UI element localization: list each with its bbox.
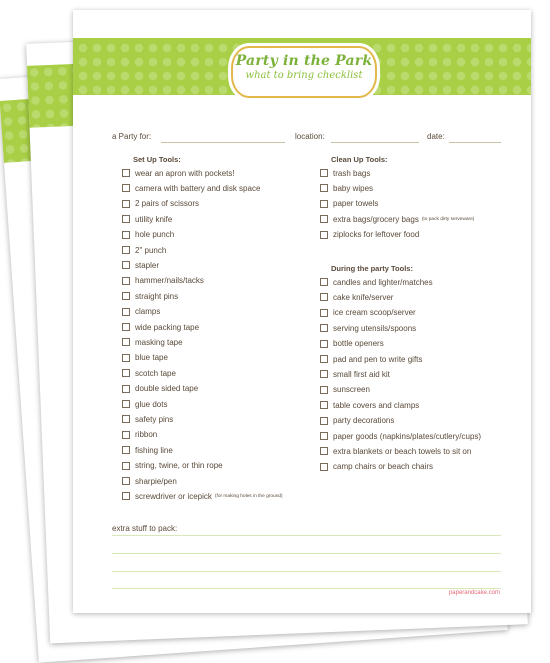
checklist-item-label: table covers and clamps — [333, 400, 420, 410]
checkbox[interactable] — [320, 447, 328, 455]
checklist-item-label: party decorations — [333, 416, 395, 426]
checklist-item-label: camp chairs or beach chairs — [333, 462, 434, 472]
checklist-page — [73, 10, 531, 613]
checklist-item-label: wide packing tape — [135, 322, 200, 332]
checklist-item-label: hammer/nails/tacks — [135, 276, 204, 286]
checklist-item — [320, 198, 378, 210]
extra-line[interactable] — [112, 588, 501, 589]
checklist-item-label: serving utensils/spoons — [333, 323, 417, 333]
checklist-item — [122, 259, 159, 271]
checklist-item — [122, 229, 174, 241]
checkbox[interactable] — [320, 324, 328, 332]
checklist-item-label: string, twine, or thin rope — [135, 461, 223, 471]
checklist-item-label: fishing line — [135, 445, 173, 455]
checkbox[interactable] — [122, 184, 130, 192]
checklist-item — [122, 475, 177, 487]
checklist-item-label: sharpie/pen — [135, 476, 177, 486]
checklist-item — [122, 367, 176, 379]
checkbox[interactable] — [122, 323, 130, 331]
cleanup-tools-header: Clean Up Tools: — [331, 155, 388, 164]
checklist-item-note: (for making holes in the ground) — [214, 493, 283, 499]
date-line[interactable] — [449, 142, 501, 143]
party-for-line[interactable] — [161, 142, 285, 143]
checklist-item-label: sunscreen — [333, 385, 370, 395]
checkbox[interactable] — [122, 477, 130, 485]
checklist-item — [122, 429, 157, 441]
checkbox[interactable] — [122, 292, 130, 300]
checkbox[interactable] — [122, 277, 130, 285]
checklist-item-label: wear an apron with pockets! — [135, 168, 235, 178]
checkbox[interactable] — [320, 293, 328, 301]
checklist-item-label: candles and lighter/matches — [333, 277, 433, 287]
checklist-item — [320, 322, 416, 334]
checklist-item — [320, 415, 394, 427]
checklist-item — [122, 306, 160, 318]
checklist-item — [122, 182, 260, 194]
checklist-item-label: 2" punch — [135, 245, 167, 255]
checkbox[interactable] — [122, 431, 130, 439]
checklist-item — [122, 444, 173, 456]
checkbox[interactable] — [320, 215, 328, 223]
checklist-item — [122, 336, 183, 348]
checkbox[interactable] — [320, 184, 328, 192]
checkbox[interactable] — [122, 169, 130, 177]
checklist-item-label: straight pins — [135, 291, 179, 301]
checklist-item — [320, 338, 384, 350]
checkbox[interactable] — [122, 338, 130, 346]
checklist-item-label: clamps — [135, 307, 161, 317]
page-subtitle: what to bring checklist — [245, 70, 363, 81]
checklist-item-label: extra bags/grocery bags — [333, 214, 419, 224]
checkbox[interactable] — [122, 308, 130, 316]
checkbox[interactable] — [122, 492, 130, 500]
checkbox[interactable] — [122, 446, 130, 454]
checklist-item-label: hole punch — [135, 230, 175, 240]
checklist-item — [122, 275, 204, 287]
checkbox[interactable] — [320, 200, 328, 208]
footer-brand: paperandcake.com — [448, 590, 500, 596]
checkbox[interactable] — [320, 169, 328, 177]
checklist-item — [122, 460, 223, 472]
checkbox[interactable] — [122, 400, 130, 408]
page-title: Party in the Park — [235, 53, 373, 69]
checkbox[interactable] — [122, 246, 130, 254]
checklist-item-label: utility knife — [135, 214, 173, 224]
checkbox[interactable] — [320, 417, 328, 425]
title-plaque — [231, 46, 377, 98]
checklist-item — [320, 384, 370, 396]
party-for-label: a Party for: — [112, 132, 152, 141]
checklist-item — [122, 290, 178, 302]
checklist-item-label: trash bags — [333, 168, 371, 178]
checklist-item — [122, 198, 199, 210]
checkbox[interactable] — [320, 386, 328, 394]
checkbox[interactable] — [320, 401, 328, 409]
checkbox[interactable] — [320, 231, 328, 239]
checkbox[interactable] — [320, 340, 328, 348]
checkbox[interactable] — [122, 261, 130, 269]
checklist-item-label: stapler — [135, 260, 160, 270]
checklist-item-label: bottle openers — [333, 339, 384, 349]
checkbox[interactable] — [320, 463, 328, 471]
checkbox[interactable] — [122, 415, 130, 423]
checklist-item — [320, 445, 471, 457]
checklist-item-label: ribbon — [135, 430, 158, 440]
checklist-item — [320, 461, 433, 473]
checkbox[interactable] — [320, 309, 328, 317]
checklist-item-label: glue dots — [135, 399, 168, 409]
checklist-item — [122, 167, 235, 179]
checklist-item — [320, 182, 373, 194]
checkbox[interactable] — [122, 385, 130, 393]
checklist-item-note: (to pack dirty serveware) — [421, 216, 475, 222]
checklist-item — [320, 276, 433, 288]
checklist-item-label: extra blankets or beach towels to sit on — [333, 446, 472, 456]
checklist-item-label: ziplocks for leftover food — [333, 230, 420, 240]
checkbox[interactable] — [122, 231, 130, 239]
checkbox[interactable] — [122, 215, 130, 223]
checklist-item — [320, 430, 481, 442]
checklist-item-label: scotch tape — [135, 368, 176, 378]
extra-stuff-label: extra stuff to pack: — [112, 524, 178, 533]
location-line[interactable] — [331, 142, 419, 143]
extra-line[interactable] — [112, 553, 501, 554]
checklist-item-label: small first aid kit — [333, 369, 390, 379]
checklist-item — [122, 352, 168, 364]
checklist-item — [320, 353, 422, 365]
checklist-item — [320, 229, 419, 241]
checklist-item — [320, 307, 416, 319]
checklist-item-label: paper goods (napkins/plates/cutlery/cups) — [333, 431, 482, 441]
checklist-item — [320, 213, 474, 225]
checklist-item-label: ice cream scoop/server — [333, 308, 416, 318]
checklist-item — [122, 490, 283, 502]
checkbox[interactable] — [320, 370, 328, 378]
checklist-item-label: cake knife/server — [333, 292, 394, 302]
checklist-item-label: double sided tape — [135, 384, 199, 394]
checkbox[interactable] — [122, 200, 130, 208]
checklist-item-label: masking tape — [135, 337, 183, 347]
date-label: date: — [427, 132, 445, 141]
checklist-item — [122, 383, 198, 395]
checklist-item — [122, 244, 166, 256]
checklist-item-label: blue tape — [135, 353, 168, 363]
checklist-item-label: camera with battery and disk space — [135, 183, 261, 193]
checkbox[interactable] — [122, 462, 130, 470]
checklist-item-label: baby wipes — [333, 183, 374, 193]
checkbox[interactable] — [122, 369, 130, 377]
checklist-item — [122, 321, 199, 333]
checklist-item — [320, 291, 393, 303]
checklist-item-label: safety pins — [135, 414, 174, 424]
checklist-item-label: screwdriver or icepick — [135, 491, 212, 501]
during-party-tools-header: During the party Tools: — [331, 264, 413, 273]
extra-line[interactable] — [112, 535, 501, 536]
checklist-item-label: paper towels — [333, 199, 379, 209]
extra-line[interactable] — [112, 571, 501, 572]
checkbox[interactable] — [122, 354, 130, 362]
checklist-item — [122, 413, 173, 425]
checklist-item — [320, 167, 370, 179]
checkbox[interactable] — [320, 355, 328, 363]
checklist-item — [320, 368, 390, 380]
checklist-item-label: pad and pen to write gifts — [333, 354, 423, 364]
setup-tools-header: Set Up Tools: — [133, 155, 181, 164]
checklist-item — [122, 213, 172, 225]
checklist-item-label: 2 pairs of scissors — [135, 199, 200, 209]
checklist-item — [122, 398, 167, 410]
checkbox[interactable] — [320, 432, 328, 440]
checklist-item — [320, 399, 419, 411]
location-label: location: — [295, 132, 325, 141]
checkbox[interactable] — [320, 278, 328, 286]
